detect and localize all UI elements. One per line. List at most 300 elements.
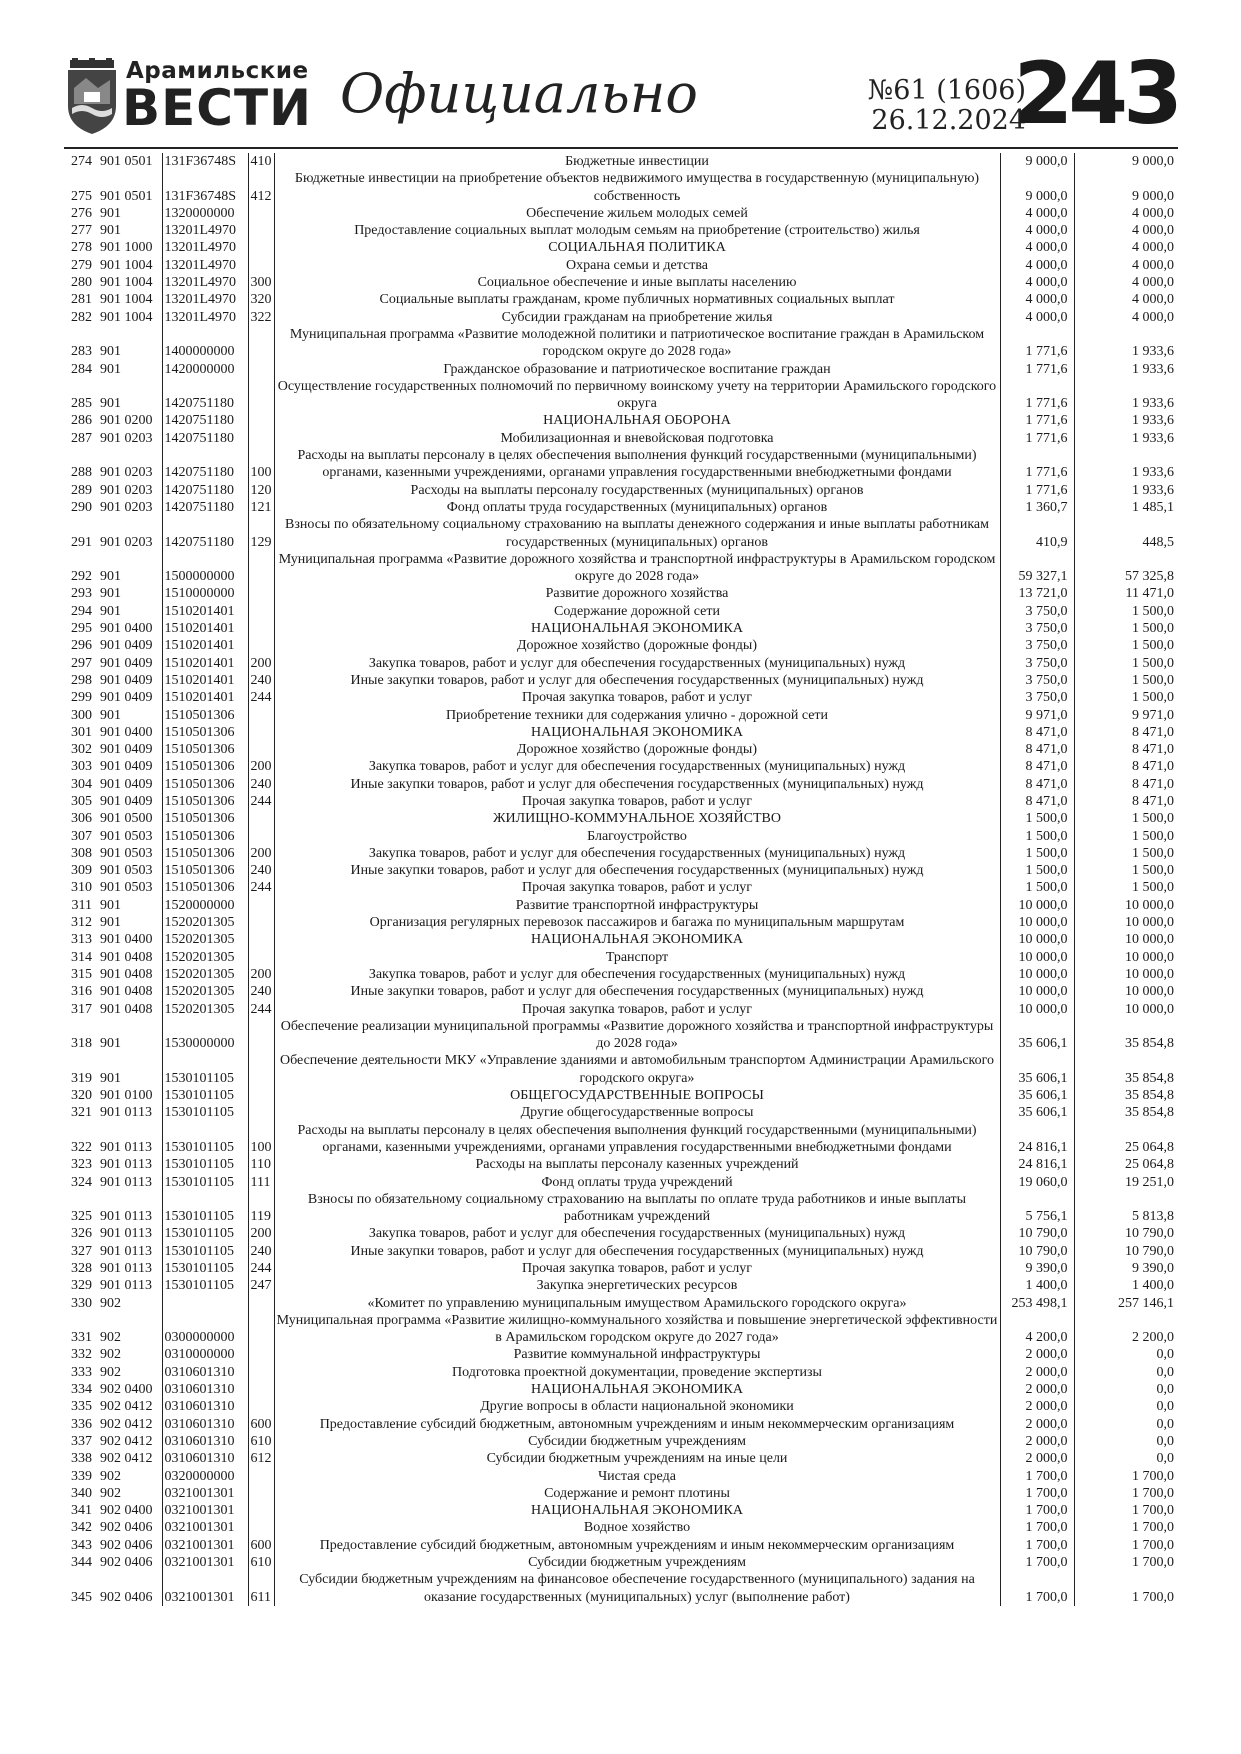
table-row — [64, 274, 1178, 291]
amount-2027: 1 700,0 — [1132, 1485, 1174, 1501]
amount-2027: 1 500,0 — [1132, 603, 1174, 619]
amount-2026: 8 471,0 — [1000, 724, 1074, 741]
item-name: Муниципальная программа «Развитие молодежной политики и патриотическое воспитание граждан в Арамильском городском округе до 2028 года» — [274, 326, 1000, 361]
table-row — [64, 1001, 1178, 1018]
expense-type-code — [248, 931, 274, 948]
amount-2027: 1 500,0 — [1132, 845, 1174, 861]
row-number: 302 — [71, 742, 92, 758]
item-name: Другие общегосударственные вопросы — [274, 1104, 1000, 1121]
table-row — [64, 1087, 1178, 1104]
table-row — [64, 1433, 1178, 1450]
item-name: Обеспечение деятельности МКУ «Управление зданиями и автомобильным транспортом Администрации Арамильского городского округа» — [274, 1052, 1000, 1087]
amount-2026: 1 400,0 — [1000, 1277, 1074, 1294]
amount-2027: 1 400,0 — [1132, 1278, 1174, 1294]
table-row — [64, 1416, 1178, 1433]
table-row — [64, 758, 1178, 775]
amount-2026: 3 750,0 — [1000, 620, 1074, 637]
amount-2027: 4 000,0 — [1132, 275, 1174, 291]
amount-2026: 13 721,0 — [1000, 585, 1074, 602]
expense-type-code: 244 — [248, 1260, 274, 1277]
target-item-code: 0310601310 — [162, 1433, 248, 1450]
amount-2026: 8 471,0 — [1000, 741, 1074, 758]
target-item-code: 1400000000 — [162, 326, 248, 361]
table-row — [64, 222, 1178, 239]
amount-2026: 8 471,0 — [1000, 776, 1074, 793]
table-row — [64, 1450, 1178, 1467]
expense-type-code: 240 — [248, 776, 274, 793]
ministry-section-code: 902 0400 — [96, 1502, 162, 1519]
ministry-section-code: 901 0203 — [96, 430, 162, 447]
ministry-section-code: 901 0400 — [96, 620, 162, 637]
table-row — [64, 828, 1178, 845]
expense-type-code: 200 — [248, 845, 274, 862]
expense-type-code — [248, 724, 274, 741]
amount-2026: 1 700,0 — [1000, 1537, 1074, 1554]
target-item-code: 0321001301 — [162, 1571, 248, 1606]
target-item-code: 1520201305 — [162, 914, 248, 931]
item-name: Подготовка проектной документации, проведение экспертизы — [274, 1364, 1000, 1381]
amount-2026: 35 606,1 — [1000, 1052, 1074, 1087]
expense-type-code — [248, 637, 274, 654]
amount-2026: 10 000,0 — [1000, 914, 1074, 931]
target-item-code: 1510501306 — [162, 793, 248, 810]
target-item-code: 1510501306 — [162, 741, 248, 758]
item-name: Взносы по обязательному социальному страхованию на выплаты по оплате труда работников и иные выплаты работникам учреждений — [274, 1191, 1000, 1226]
row-number: 335 — [71, 1399, 92, 1415]
row-number: 306 — [71, 811, 92, 827]
amount-2026: 1 700,0 — [1000, 1571, 1074, 1606]
table-row — [64, 897, 1178, 914]
amount-2026: 19 060,0 — [1000, 1174, 1074, 1191]
target-item-code: 1420751180 — [162, 378, 248, 413]
target-item-code: 1510501306 — [162, 879, 248, 896]
amount-2027: 1 700,0 — [1132, 1555, 1174, 1571]
ministry-section-code: 901 0408 — [96, 1001, 162, 1018]
ministry-section-code: 901 0113 — [96, 1260, 162, 1277]
target-item-code: 1510201401 — [162, 620, 248, 637]
amount-2027: 1 933,6 — [1132, 430, 1174, 446]
target-item-code: 0310601310 — [162, 1416, 248, 1433]
target-item-code: 1530101105 — [162, 1052, 248, 1087]
amount-2027: 35 854,8 — [1125, 1088, 1174, 1104]
expense-type-code — [248, 1104, 274, 1121]
logo-bottom-text: ВЕСТИ — [122, 79, 312, 137]
item-name: Субсидии бюджетным учреждениям — [274, 1554, 1000, 1571]
ministry-section-code: 902 0412 — [96, 1416, 162, 1433]
ministry-section-code: 901 0408 — [96, 949, 162, 966]
target-item-code: 1500000000 — [162, 551, 248, 586]
ministry-section-code: 901 0501 — [96, 170, 162, 205]
expense-type-code — [248, 551, 274, 586]
target-item-code: 0310601310 — [162, 1364, 248, 1381]
target-item-code: 1530101105 — [162, 1174, 248, 1191]
budget-table-body — [64, 153, 1178, 1606]
amount-2027: 1 700,0 — [1132, 1589, 1174, 1605]
table-row — [64, 1052, 1178, 1087]
item-name: Чистая среда — [274, 1468, 1000, 1485]
row-number: 304 — [71, 776, 92, 792]
amount-2026: 10 000,0 — [1000, 983, 1074, 1000]
expense-type-code: 200 — [248, 655, 274, 672]
table-row — [64, 1364, 1178, 1381]
amount-2026: 35 606,1 — [1000, 1018, 1074, 1053]
amount-2026: 410,9 — [1000, 516, 1074, 551]
table-row — [64, 291, 1178, 308]
amount-2026: 1 500,0 — [1000, 879, 1074, 896]
expense-type-code — [248, 603, 274, 620]
target-item-code: 1420000000 — [162, 361, 248, 378]
target-item-code: 0321001301 — [162, 1519, 248, 1536]
expense-type-code — [248, 949, 274, 966]
table-row — [64, 430, 1178, 447]
row-number: 336 — [71, 1416, 92, 1432]
expense-type-code: 200 — [248, 758, 274, 775]
amount-2027: 0,0 — [1156, 1416, 1174, 1432]
item-name: Иные закупки товаров, работ и услуг для обеспечения государственных (муниципальных) нужд — [274, 862, 1000, 879]
row-number: 300 — [71, 707, 92, 723]
table-row — [64, 361, 1178, 378]
amount-2026: 1 700,0 — [1000, 1502, 1074, 1519]
amount-2027: 1 933,6 — [1132, 465, 1174, 481]
amount-2026: 9 971,0 — [1000, 707, 1074, 724]
amount-2026: 9 000,0 — [1000, 153, 1074, 170]
amount-2027: 19 251,0 — [1125, 1174, 1174, 1190]
amount-2026: 4 000,0 — [1000, 257, 1074, 274]
amount-2027: 1 500,0 — [1132, 638, 1174, 654]
item-name: Бюджетные инвестиции — [274, 153, 1000, 170]
target-item-code: 13201L4970 — [162, 257, 248, 274]
target-item-code: 1530101105 — [162, 1104, 248, 1121]
table-row — [64, 1104, 1178, 1121]
table-row — [64, 949, 1178, 966]
table-row — [64, 412, 1178, 429]
row-number: 308 — [71, 845, 92, 861]
row-number: 283 — [71, 344, 92, 360]
item-name: ОБЩЕГОСУДАРСТВЕННЫЕ ВОПРОСЫ — [274, 1087, 1000, 1104]
table-row — [64, 741, 1178, 758]
expense-type-code — [248, 1087, 274, 1104]
expense-type-code — [248, 222, 274, 239]
expense-type-code — [248, 1346, 274, 1363]
amount-2027: 1 700,0 — [1132, 1520, 1174, 1536]
amount-2027: 448,5 — [1142, 534, 1174, 550]
row-number: 328 — [71, 1261, 92, 1276]
item-name: «Комитет по управлению муниципальным имуществом Арамильского городского округа» — [274, 1295, 1000, 1312]
expense-type-code — [248, 326, 274, 361]
expense-type-code — [248, 1398, 274, 1415]
row-number: 329 — [71, 1278, 92, 1294]
row-number: 331 — [71, 1330, 92, 1346]
expense-type-code — [248, 1502, 274, 1519]
target-item-code: 0300000000 — [162, 1312, 248, 1347]
amount-2027: 4 000,0 — [1132, 205, 1174, 221]
target-item-code: 13201L4970 — [162, 309, 248, 326]
row-number: 282 — [71, 309, 92, 325]
ministry-section-code: 902 0412 — [96, 1433, 162, 1450]
row-number: 339 — [71, 1468, 92, 1484]
expense-type-code — [248, 361, 274, 378]
amount-2026: 9 390,0 — [1000, 1260, 1074, 1277]
table-row — [64, 810, 1178, 827]
target-item-code: 0310601310 — [162, 1381, 248, 1398]
amount-2027: 1 500,0 — [1132, 811, 1174, 827]
item-name: Прочая закупка товаров, работ и услуг — [274, 1001, 1000, 1018]
amount-2027: 10 000,0 — [1125, 1001, 1174, 1017]
ministry-section-code: 901 0409 — [96, 689, 162, 706]
amount-2026: 35 606,1 — [1000, 1104, 1074, 1121]
expense-type-code: 100 — [248, 447, 274, 482]
item-name: СОЦИАЛЬНАЯ ПОЛИТИКА — [274, 239, 1000, 256]
expense-type-code: 410 — [248, 153, 274, 170]
ministry-section-code: 901 0408 — [96, 983, 162, 1000]
ministry-section-code: 901 — [96, 707, 162, 724]
amount-2027: 4 000,0 — [1132, 257, 1174, 273]
target-item-code: 1510501306 — [162, 862, 248, 879]
target-item-code: 1420751180 — [162, 516, 248, 551]
item-name: Приобретение техники для содержания улично - дорожной сети — [274, 707, 1000, 724]
target-item-code: 131F36748S — [162, 170, 248, 205]
ministry-section-code: 901 0200 — [96, 412, 162, 429]
amount-2027: 25 064,8 — [1125, 1157, 1174, 1173]
ministry-section-code: 901 — [96, 205, 162, 222]
table-row — [64, 1537, 1178, 1554]
row-number: 295 — [71, 621, 92, 637]
target-item-code: 13201L4970 — [162, 222, 248, 239]
amount-2026: 1 771,6 — [1000, 447, 1074, 482]
amount-2027: 35 854,8 — [1125, 1036, 1174, 1052]
ministry-section-code: 902 — [96, 1468, 162, 1485]
expense-type-code — [248, 810, 274, 827]
table-row — [64, 205, 1178, 222]
amount-2027: 257 146,1 — [1118, 1295, 1174, 1311]
target-item-code: 1510201401 — [162, 637, 248, 654]
item-name: Транспорт — [274, 949, 1000, 966]
amount-2027: 1 933,6 — [1132, 413, 1174, 429]
amount-2027: 9 000,0 — [1132, 154, 1174, 169]
table-row — [64, 1260, 1178, 1277]
ministry-section-code: 902 0406 — [96, 1554, 162, 1571]
table-row — [64, 776, 1178, 793]
expense-type-code — [248, 1381, 274, 1398]
ministry-section-code: 901 0113 — [96, 1156, 162, 1173]
amount-2026: 1 500,0 — [1000, 828, 1074, 845]
amount-2026: 1 700,0 — [1000, 1519, 1074, 1536]
row-number: 292 — [71, 569, 92, 585]
item-name: Благоустройство — [274, 828, 1000, 845]
table-row — [64, 655, 1178, 672]
expense-type-code: 240 — [248, 983, 274, 1000]
row-number: 309 — [71, 863, 92, 879]
table-row — [64, 1243, 1178, 1260]
ministry-section-code: 901 0203 — [96, 499, 162, 516]
expense-type-code — [248, 585, 274, 602]
logo-top-text: Арамильские — [126, 58, 309, 84]
row-number: 274 — [71, 154, 92, 169]
ministry-section-code: 901 0409 — [96, 637, 162, 654]
item-name: Организация регулярных перевозок пассажиров и багажа по муниципальным маршрутам — [274, 914, 1000, 931]
expense-type-code — [248, 1468, 274, 1485]
row-number: 301 — [71, 724, 92, 740]
table-row — [64, 378, 1178, 413]
ministry-section-code: 901 0113 — [96, 1104, 162, 1121]
expense-type-code: 611 — [248, 1571, 274, 1606]
table-row — [64, 1156, 1178, 1173]
table-row — [64, 153, 1178, 170]
item-name: Фонд оплаты труда учреждений — [274, 1174, 1000, 1191]
target-item-code: 1520201305 — [162, 1001, 248, 1018]
amount-2026: 3 750,0 — [1000, 603, 1074, 620]
item-name: Социальное обеспечение и иные выплаты населению — [274, 274, 1000, 291]
expense-type-code — [248, 1018, 274, 1053]
table-row — [64, 1174, 1178, 1191]
target-item-code: 0321001301 — [162, 1502, 248, 1519]
table-row — [64, 326, 1178, 361]
amount-2026: 4 000,0 — [1000, 239, 1074, 256]
item-name: Прочая закупка товаров, работ и услуг — [274, 879, 1000, 896]
row-number: 323 — [71, 1157, 92, 1173]
ministry-section-code: 902 — [96, 1364, 162, 1381]
row-number: 288 — [71, 465, 92, 481]
expense-type-code — [248, 257, 274, 274]
item-name: Обеспечение жильем молодых семей — [274, 205, 1000, 222]
item-name: Муниципальная программа «Развитие дорожного хозяйства и транспортной инфраструктуры в Арамильском городском округе до 2028 года» — [274, 551, 1000, 586]
amount-2027: 1 933,6 — [1132, 482, 1174, 498]
ministry-section-code: 901 — [96, 222, 162, 239]
target-item-code: 0310601310 — [162, 1450, 248, 1467]
expense-type-code: 100 — [248, 1122, 274, 1157]
table-row — [64, 1381, 1178, 1398]
row-number: 277 — [71, 223, 92, 239]
item-name: Иные закупки товаров, работ и услуг для обеспечения государственных (муниципальных) нужд — [274, 776, 1000, 793]
amount-2027: 1 485,1 — [1132, 499, 1174, 515]
row-number: 318 — [71, 1036, 92, 1052]
expense-type-code: 320 — [248, 291, 274, 308]
amount-2027: 1 500,0 — [1132, 863, 1174, 879]
row-number: 340 — [71, 1485, 92, 1501]
amount-2026: 4 000,0 — [1000, 205, 1074, 222]
row-number: 291 — [71, 534, 92, 550]
ministry-section-code: 902 — [96, 1295, 162, 1312]
row-number: 305 — [71, 793, 92, 809]
item-name: НАЦИОНАЛЬНАЯ ЭКОНОМИКА — [274, 724, 1000, 741]
ministry-section-code: 901 0113 — [96, 1277, 162, 1294]
ministry-section-code: 901 0113 — [96, 1174, 162, 1191]
target-item-code: 0310601310 — [162, 1398, 248, 1415]
table-row — [64, 862, 1178, 879]
expense-type-code — [248, 828, 274, 845]
table-row — [64, 239, 1178, 256]
ministry-section-code: 901 0409 — [96, 793, 162, 810]
ministry-section-code: 901 0408 — [96, 966, 162, 983]
item-name: Расходы на выплаты персоналу казенных учреждений — [274, 1156, 1000, 1173]
item-name: Охрана семьи и детства — [274, 257, 1000, 274]
amount-2026: 1 500,0 — [1000, 845, 1074, 862]
target-item-code: 1530000000 — [162, 1018, 248, 1053]
row-number: 341 — [71, 1503, 92, 1519]
table-row — [64, 1485, 1178, 1502]
target-item-code: 1530101105 — [162, 1260, 248, 1277]
amount-2027: 9 000,0 — [1132, 188, 1174, 204]
expense-type-code: 322 — [248, 309, 274, 326]
amount-2027: 0,0 — [1156, 1382, 1174, 1398]
amount-2026: 3 750,0 — [1000, 655, 1074, 672]
ministry-section-code: 902 0406 — [96, 1537, 162, 1554]
target-item-code: 13201L4970 — [162, 291, 248, 308]
budget-table — [64, 153, 1178, 1606]
amount-2027: 8 471,0 — [1132, 724, 1174, 740]
amount-2026: 24 816,1 — [1000, 1156, 1074, 1173]
expense-type-code — [248, 1364, 274, 1381]
expense-type-code — [248, 620, 274, 637]
expense-type-code — [248, 897, 274, 914]
table-row — [64, 983, 1178, 1000]
amount-2026: 2 000,0 — [1000, 1433, 1074, 1450]
row-number: 279 — [71, 257, 92, 273]
amount-2026: 2 000,0 — [1000, 1416, 1074, 1433]
ministry-section-code: 901 0409 — [96, 776, 162, 793]
expense-type-code: 412 — [248, 170, 274, 205]
amount-2026: 1 700,0 — [1000, 1554, 1074, 1571]
row-number: 285 — [71, 396, 92, 412]
amount-2026: 3 750,0 — [1000, 672, 1074, 689]
target-item-code: 1530101105 — [162, 1122, 248, 1157]
amount-2027: 10 000,0 — [1125, 984, 1174, 1000]
row-number: 317 — [71, 1001, 92, 1017]
table-row — [64, 845, 1178, 862]
row-number: 312 — [71, 915, 92, 931]
row-number: 310 — [71, 880, 92, 896]
amount-2026: 5 756,1 — [1000, 1191, 1074, 1226]
issue-info — [868, 76, 1026, 136]
item-name: Субсидии бюджетным учреждениям на финансовое обеспечение государственного (муниципального) задания на оказание государственных (муниципальных) услуг (выполнение работ) — [274, 1571, 1000, 1606]
amount-2027: 25 064,8 — [1125, 1139, 1174, 1155]
row-number: 289 — [71, 482, 92, 498]
amount-2027: 8 471,0 — [1132, 742, 1174, 758]
ministry-section-code: 901 1004 — [96, 309, 162, 326]
ministry-section-code: 902 — [96, 1312, 162, 1347]
row-number: 325 — [71, 1209, 92, 1225]
amount-2027: 10 790,0 — [1125, 1243, 1174, 1259]
item-name: НАЦИОНАЛЬНАЯ ЭКОНОМИКА — [274, 931, 1000, 948]
item-name: Закупка энергетических ресурсов — [274, 1277, 1000, 1294]
row-number: 307 — [71, 828, 92, 844]
expense-type-code — [248, 1519, 274, 1536]
table-row — [64, 1191, 1178, 1226]
item-name: Развитие транспортной инфраструктуры — [274, 897, 1000, 914]
target-item-code: 1420751180 — [162, 412, 248, 429]
ministry-section-code: 901 1000 — [96, 239, 162, 256]
item-name: Закупка товаров, работ и услуг для обеспечения государственных (муниципальных) нужд — [274, 845, 1000, 862]
amount-2027: 1 500,0 — [1132, 880, 1174, 896]
ministry-section-code: 901 — [96, 326, 162, 361]
ministry-section-code: 902 0406 — [96, 1571, 162, 1606]
amount-2027: 10 000,0 — [1125, 949, 1174, 965]
target-item-code: 1510501306 — [162, 828, 248, 845]
expense-type-code: 610 — [248, 1554, 274, 1571]
ministry-section-code: 901 — [96, 361, 162, 378]
amount-2026: 1 771,6 — [1000, 361, 1074, 378]
item-name: Содержание дорожной сети — [274, 603, 1000, 620]
row-number: 334 — [71, 1382, 92, 1398]
table-row — [64, 585, 1178, 602]
table-row — [64, 620, 1178, 637]
table-row — [64, 914, 1178, 931]
target-item-code: 1530101105 — [162, 1156, 248, 1173]
table-row — [64, 966, 1178, 983]
amount-2026: 253 498,1 — [1000, 1295, 1074, 1312]
expense-type-code — [248, 239, 274, 256]
ministry-section-code: 902 0406 — [96, 1519, 162, 1536]
